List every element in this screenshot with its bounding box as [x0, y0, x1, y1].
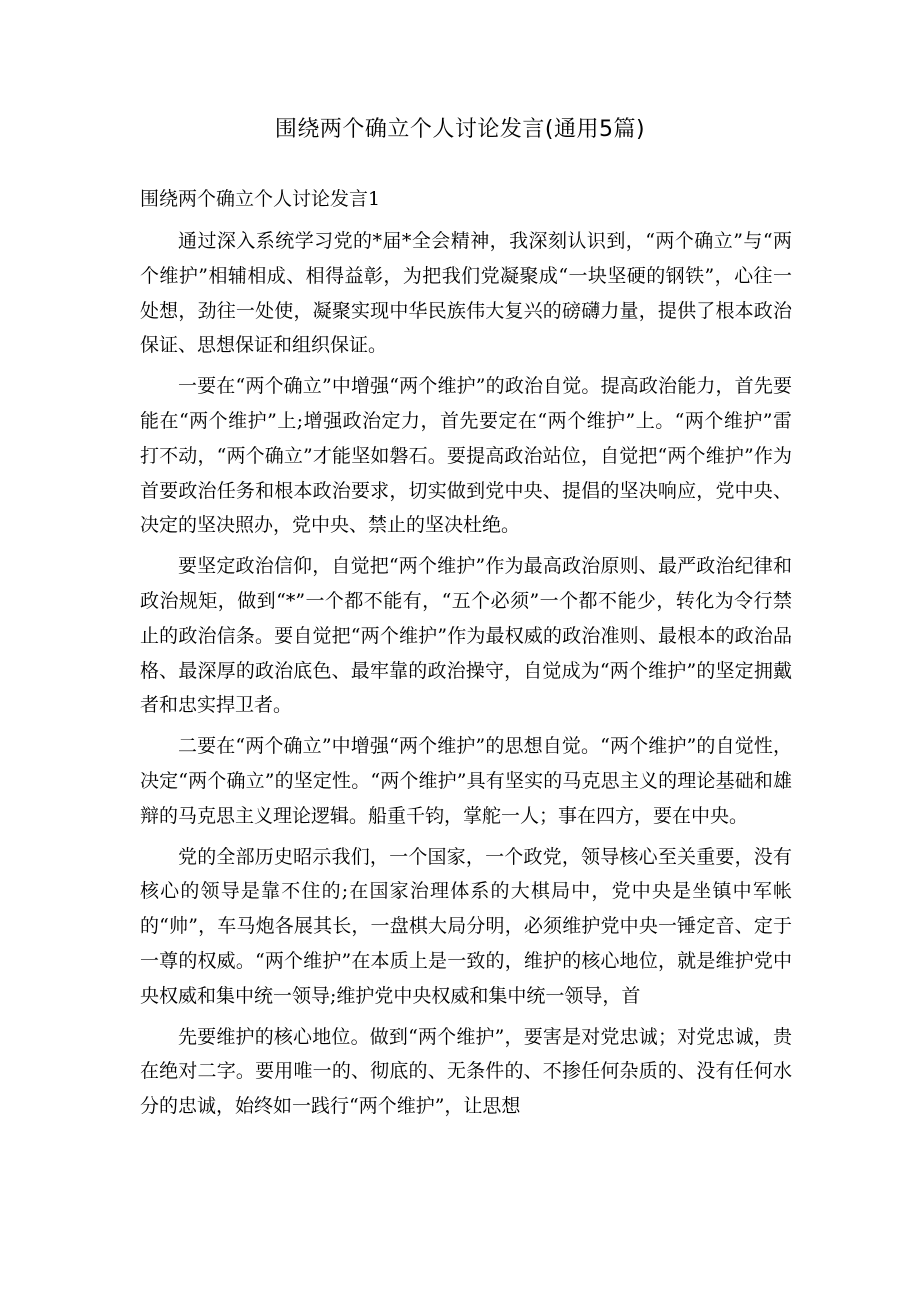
paragraph-5: 党的全部历史昭示我们，一个国家，一个政党，领导核心至关重要，没有核心的领导是靠不住的;在国家治理体系的大棋局中，党中央是坐镇中军帐的“帅”，车马炮各展其长，一盘棋大局分明，必须维护党中央一锤定音、定于一尊的权威。“两个维护”在本质上是一致的，维护的核心地位，就是维护党中央权威和集中统一领导;维护党中央权威和集中统一领导，首: [140, 845, 792, 1007]
paragraph-3: 要坚定政治信仰，自觉把“两个维护”作为最高政治原则、最严政治纪律和政治规矩，做到“*”一个都不能有，“五个必须”一个都不能少，转化为令行禁止的政治信条。要自觉把“两个维护”作为最权威的政治准则、最根本的政治品格、最深厚的政治底色、最牢靠的政治操守，自觉成为“两个维护”的坚定拥戴者和忠实捍卫者。: [140, 555, 792, 717]
section-heading: 围绕两个确立个人讨论发言1: [140, 188, 381, 210]
paragraph-6: 先要维护的核心地位。做到“两个维护”，要害是对党忠诚；对党忠诚，贵在绝对二字。要用唯一的、彻底的、无条件的、不掺任何杂质的、没有任何水分的忠诚，始终如一践行“两个维护”，让思想: [140, 1025, 792, 1118]
paragraph-4: 二要在“两个确立”中增强“两个维护”的思想自觉。“两个维护”的自觉性，决定“两个确立”的坚定性。“两个维护”具有坚实的马克思主义的理论基础和雄辩的马克思主义理论逻辑。船重千钧，掌舵一人；事在四方，要在中央。: [140, 735, 792, 827]
paragraph-2: 一要在“两个确立”中增强“两个维护”的政治自觉。提高政治能力，首先要能在“两个维护”上;增强政治定力，首先要定在“两个维护”上。“两个维护”雷打不动，“两个确立”才能坚如磐石。要提高政治站位，自觉把“两个维护”作为首要政治任务和根本政治要求，切实做到党中央、提倡的坚决响应，党中央、决定的坚决照办，党中央、禁止的坚决杜绝。: [140, 375, 792, 537]
document-title: 围绕两个确立个人讨论发言(通用5篇): [274, 117, 646, 142]
paragraph-1: 通过深入系统学习党的*届*全会精神，我深刻认识到，“两个确立”与“两个维护”相辅相成、相得益彰，为把我们党凝聚成“一块坚硬的钢铁”，心往一处想，劲往一处使，凝聚实现中华民族伟大复兴的磅礴力量，提供了根本政治保证、思想保证和组织保证。: [140, 230, 792, 357]
document-body: [140, 182, 792, 1130]
